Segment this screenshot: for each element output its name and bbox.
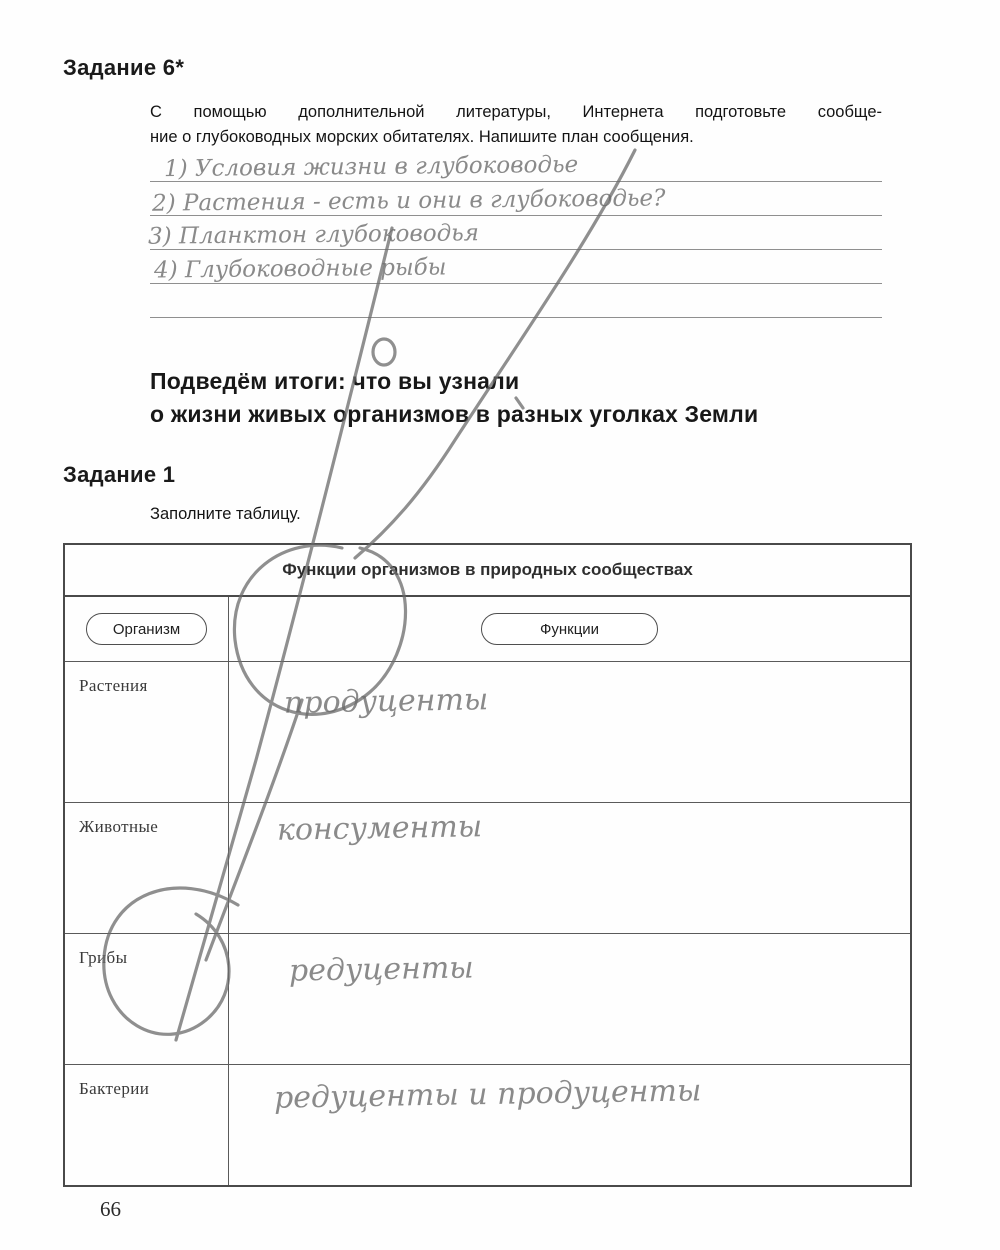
plan-line [150,250,882,284]
plan-line-empty [150,284,882,318]
function-cell [229,803,910,933]
handwritten-text: 3) Планктон глубоководья [147,220,480,250]
function-cell [229,1065,910,1185]
function-cell [229,934,910,1064]
organism-cell [65,662,229,802]
task6-body [150,100,882,150]
task1-instruction: Заполните таблицу. [150,505,301,523]
table-row [65,662,910,803]
table-row [65,1065,910,1185]
table-title: Функции организмов в природных сообществах [65,545,910,597]
task1-heading: Задание 1 [63,462,176,487]
task6-heading: Задание 6* [63,55,185,80]
plan-line [150,182,882,216]
organism-pill-label: Организм [112,620,181,638]
task6-body-line1: С помощью дополнительной литературы, Интернета подготовьте сообще- [150,103,882,121]
handwritten-text: 1) Условия жизни в глубоководье [163,151,579,183]
function-cell [229,662,910,802]
handwritten-answer: редуценты [288,950,474,989]
section-title-line2: о жизни живых организмов в разных уголках Земли [150,401,759,427]
functions-pill [481,613,658,645]
organism-cell [65,1065,229,1185]
organism-cell [65,803,229,933]
header-cell-functions [229,597,910,661]
organism-name: Животные [79,817,159,836]
scribble-o [373,339,395,365]
handwritten-plan [147,148,882,318]
task6-body-line2: ние о глубоководных морских обитателях. Напишите план сообщения. [150,128,694,146]
handwritten-answer: консументы [276,809,483,848]
plan-line [150,148,882,182]
organisms-functions-table [63,543,912,1187]
section-title [150,365,910,431]
section-title-line1: Подведём итоги: что вы узнали [150,368,520,394]
plan-line [147,216,882,250]
organism-pill [86,613,207,645]
organism-name: Растения [79,676,148,695]
handwritten-text: 4) Глубоководные рыбы [153,254,447,284]
handwritten-answer: редуценты и продуценты [273,1073,702,1116]
header-cell-organism [65,597,229,661]
table-row [65,803,910,934]
functions-pill-label: Функции [539,620,600,638]
handwritten-answer: продуценты [283,682,489,721]
organism-name: Бактерии [79,1079,150,1098]
table-row [65,934,910,1065]
organism-cell [65,934,229,1064]
table-header-row [65,597,910,662]
organism-name: Грибы [79,948,128,967]
handwritten-text: 2) Растения - есть и они в глубоководье? [151,185,666,217]
page-number: 66 [100,1197,121,1221]
